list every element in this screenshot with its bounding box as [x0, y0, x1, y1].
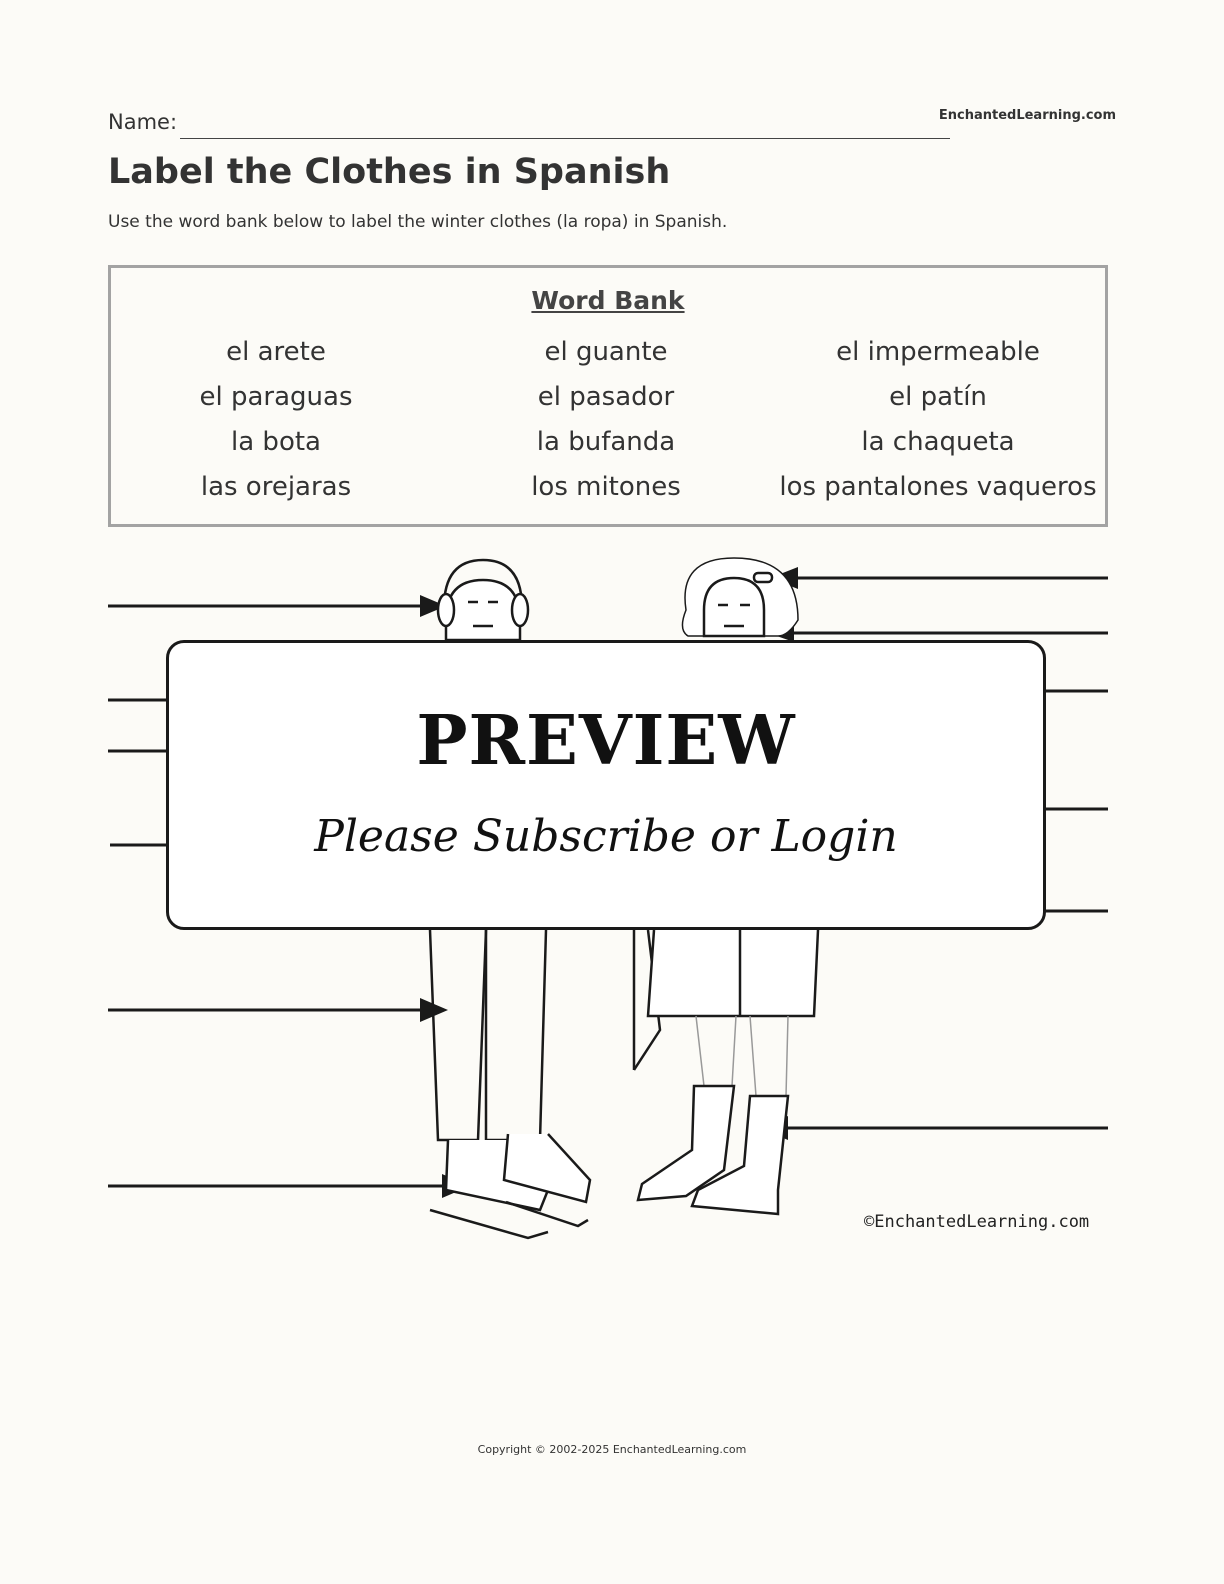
preview-title: PREVIEW: [416, 701, 796, 781]
boy-head: [446, 580, 520, 640]
word-bank-grid: [111, 330, 1105, 510]
earmuff-right-icon: [512, 594, 528, 626]
preview-overlay: [166, 640, 1046, 930]
word-bank: [108, 265, 1108, 527]
name-row: [108, 108, 1116, 142]
girl-head: [704, 578, 764, 636]
word-bank-word: la bota: [231, 427, 321, 457]
word-bank-word: el impermeable: [836, 337, 1040, 367]
word-bank-word: la bufanda: [536, 427, 676, 457]
skate-blade: [430, 1210, 548, 1238]
earmuff-left-icon: [438, 594, 454, 626]
word-bank-word: el pasador: [537, 382, 675, 412]
art-credit: ©EnchantedLearning.com: [864, 1212, 1090, 1232]
word-bank-word: el guante: [544, 337, 668, 367]
instructions: Use the word bank below to label the winter clothes (la ropa) in Spanish.: [108, 212, 728, 232]
word-bank-word: el paraguas: [199, 382, 353, 412]
footer-copyright: Copyright © 2002-2025 EnchantedLearning.com: [477, 1443, 747, 1456]
boy-right-leg: [486, 930, 546, 1140]
boy-left-leg: [430, 930, 486, 1140]
preview-subtitle: Please Subscribe or Login: [314, 811, 898, 862]
word-bank-word: el arete: [226, 337, 326, 367]
skate-blade: [506, 1202, 588, 1226]
name-label: Name:: [108, 110, 178, 134]
site-tag: EnchantedLearning.com: [938, 108, 1116, 123]
word-bank-word: los pantalones vaqueros: [779, 472, 1097, 502]
name-blank-line: [180, 138, 950, 139]
word-bank-word: los mitones: [531, 472, 681, 502]
hair-clip-icon: [754, 573, 772, 582]
word-bank-word: las orejaras: [200, 472, 352, 502]
girl-legs: [696, 1016, 788, 1096]
page-title: Label the Clothes in Spanish: [108, 152, 671, 192]
word-bank-word: la chaqueta: [861, 427, 1015, 457]
word-bank-word: el patín: [889, 382, 987, 412]
raincoat-bottom: [648, 930, 818, 1016]
word-bank-title: Word Bank: [531, 286, 685, 315]
